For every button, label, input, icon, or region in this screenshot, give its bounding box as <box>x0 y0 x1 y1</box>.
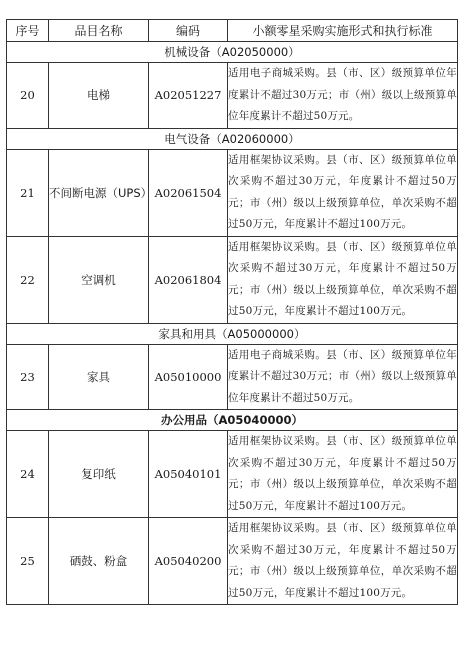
row-number: 25 <box>7 518 49 605</box>
item-code: A05010000 <box>149 344 228 410</box>
description-text: 适用电子商城采购。县（市、区）级预算单位年度累计不超过30万元；市（州）级以上级预算单位年度累计不超过50万元。 <box>228 67 457 122</box>
section-title: 办公用品（A05040000） <box>7 410 458 431</box>
item-description <box>228 431 458 518</box>
item-code: A02051227 <box>149 63 228 129</box>
item-code: A02061804 <box>149 236 228 323</box>
section-title: 机械设备（A02050000） <box>7 42 458 63</box>
table-row <box>7 149 458 236</box>
row-number: 21 <box>7 149 49 236</box>
item-name: 硒鼓、粉盒 <box>49 518 149 605</box>
row-number: 20 <box>7 63 49 129</box>
item-code: A05040200 <box>149 518 228 605</box>
table-row <box>7 431 458 518</box>
procurement-table <box>6 19 458 605</box>
section-row <box>7 410 458 431</box>
item-description <box>228 236 458 323</box>
row-number: 22 <box>7 236 49 323</box>
section-row <box>7 323 458 344</box>
header-name: 品目名称 <box>49 20 149 42</box>
description-text: 适用框架协议采购。县（市、区）级预算单位单次采购不超过30万元，年度累计不超过50万元；市（州）级以上级预算单位，单次采购不超过50万元，年度累计不超过100万元。 <box>228 240 457 317</box>
description-text: 适用框架协议采购。县（市、区）级预算单位单次采购不超过30万元，年度累计不超过50万元；市（州）级以上级预算单位，单次采购不超过50万元，年度累计不超过100万元。 <box>228 522 457 599</box>
item-description <box>228 344 458 410</box>
table-row <box>7 236 458 323</box>
section-row <box>7 128 458 149</box>
row-number: 24 <box>7 431 49 518</box>
item-name: 空调机 <box>49 236 149 323</box>
section-row <box>7 42 458 63</box>
description-text: 适用电子商城采购。县（市、区）级预算单位年度累计不超过30万元；市（州）级以上级预算单位年度累计不超过50万元。 <box>228 348 457 404</box>
section-title: 电气设备（A02060000） <box>7 128 458 149</box>
description-text: 适用框架协议采购。县（市、区）级预算单位单次采购不超过30万元，年度累计不超过50万元；市（州）级以上级预算单位，单次采购不超过50万元，年度累计不超过100万元。 <box>228 153 457 230</box>
item-code: A02061504 <box>149 149 228 236</box>
table-row <box>7 63 458 129</box>
header-method: 小额零星采购实施形式和执行标准 <box>228 20 458 42</box>
item-description <box>228 149 458 236</box>
header-no: 序号 <box>7 20 49 42</box>
item-name: 复印纸 <box>49 431 149 518</box>
table-body <box>7 42 458 605</box>
item-description <box>228 63 458 129</box>
section-title: 家具和用具（A05000000） <box>7 323 458 344</box>
item-code: A05040101 <box>149 431 228 518</box>
description-text: 适用框架协议采购。县（市、区）级预算单位单次采购不超过30万元，年度累计不超过50万元；市（州）级以上级预算单位，单次采购不超过50万元，年度累计不超过100万元。 <box>228 435 457 512</box>
table-row <box>7 518 458 605</box>
header-row <box>7 20 458 42</box>
table-row <box>7 344 458 410</box>
row-number: 23 <box>7 344 49 410</box>
item-name: 家具 <box>49 344 149 410</box>
item-name: 电梯 <box>49 63 149 129</box>
item-name: 不间断电源（UPS） <box>49 149 149 236</box>
item-description <box>228 518 458 605</box>
header-code: 编码 <box>149 20 228 42</box>
